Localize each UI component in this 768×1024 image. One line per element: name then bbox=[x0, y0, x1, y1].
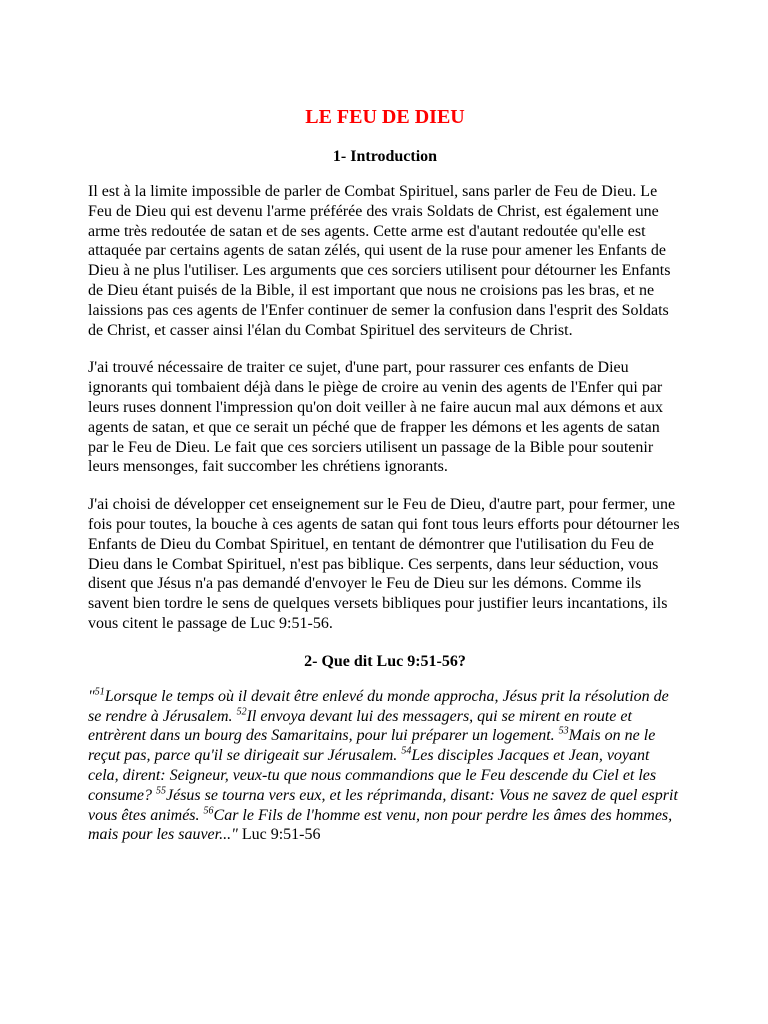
verse-text: Jésus se tourna vers eux, et les réprimanda, disant: Vous ne savez de quel esprit vous êtes animés. bbox=[88, 786, 678, 824]
verse-text: Mais on ne le reçut pas, parce qu'il se dirigeait sur Jérusalem. bbox=[88, 727, 656, 765]
document-title: LE FEU DE DIEU bbox=[305, 106, 465, 128]
verse-number: 56 bbox=[203, 805, 214, 817]
intro-paragraph-2: J'ai trouvé nécessaire de traiter ce sujet, d'une part, pour rassurer ces enfants de Dieu ignorants qui tombaient déjà dans le piège de croire au venin des agents de l'Enfer qui par leurs ruses donnent l'impression qu'on doit veiller à ne faire aucun mal aux démons et aux agents de satan, et que ce serait un péché que de frapper les démons et les agents de satan par le Feu de Dieu. Le fait que ces sorciers utilisent un passage de la Bible pour soutenir leurs mensonges, fait succomber les chrétiens ignorants. bbox=[88, 359, 663, 476]
section-heading-introduction: 1- Introduction bbox=[332, 148, 438, 165]
verse-text: Car le Fils de l'homme est venu, non pour perdre les âmes des hommes, mais pour les sauver..." bbox=[88, 806, 673, 844]
verse-number: 55 bbox=[155, 785, 166, 797]
verse-number: 53 bbox=[558, 726, 569, 737]
verse-text: Il envoya devant lui des messagers, qui se mirent en route et entrèrent dans un bourg des Samaritains, pour lui préparer un logement. bbox=[88, 707, 632, 745]
verse-text: Lorsque le temps où il devait être enlevé du monde approcha, Jésus prit la résolution de se rendre à Jérusalem. bbox=[88, 687, 669, 725]
intro-paragraph-3: J'ai choisi de développer cet enseignement sur le Feu de Dieu, d'autre part, pour fermer, une fois pour toutes, la bouche à ces agents de satan qui font tous leurs efforts pour détourner les Enfants de Dieu du Combat Spirituel, en tentant de démontrer que l'utilisation du Feu de Dieu dans le Combat Spirituel, n'est pas biblique. Ces serpents, dans leur séduction, vous disent que Jésus n'a pas demandé d'envoyer le Feu de Dieu sur les démons. Comme ils savent bien tordre le sens de quelques versets bibliques pour justifier leurs incantations, ils vous citent le passage de Luc 9:51-56. bbox=[88, 496, 680, 632]
section-heading-luc: 2- Que dit Luc 9:51-56? bbox=[304, 652, 466, 670]
verse-text: Les disciples Jacques et Jean, voyant cela, dirent: Seigneur, veux-tu que nous commandions que le Feu descende du Ciel et les consume? bbox=[88, 747, 657, 804]
bible-quote bbox=[88, 687, 682, 845]
verse-number: 51 bbox=[94, 686, 105, 698]
intro-paragraph-1: Il est à la limite impossible de parler de Combat Spirituel, sans parler de Feu de Dieu. Le Feu de Dieu qui est devenu l'arme préférée des vrais Soldats de Christ, est également une arme très redoutée de satan et de ses agents. Cette arme est d'autant redoutée qu'elle est attaquée par certains agents de satan zélés, qui usent de la ruse pour amener les Enfants de Dieu à ne plus l'utiliser. Les arguments que ces sorciers utilisent pour détourner les Enfants de Dieu étant puisés de la Bible, il est important que nous ne croisions pas les bras, et ne laissions pas ces agents de l'Enfer continuer de semer la confusion dans l'esprit des Soldats de Christ, et casser ainsi l'élan du Combat Spirituel des serviteurs de Christ. bbox=[88, 183, 671, 339]
quote-open-mark: " bbox=[88, 687, 95, 705]
quote-reference: Luc 9:51-56 bbox=[237, 826, 321, 844]
verse-number: 52 bbox=[236, 706, 247, 718]
verse-number: 54 bbox=[401, 745, 412, 757]
